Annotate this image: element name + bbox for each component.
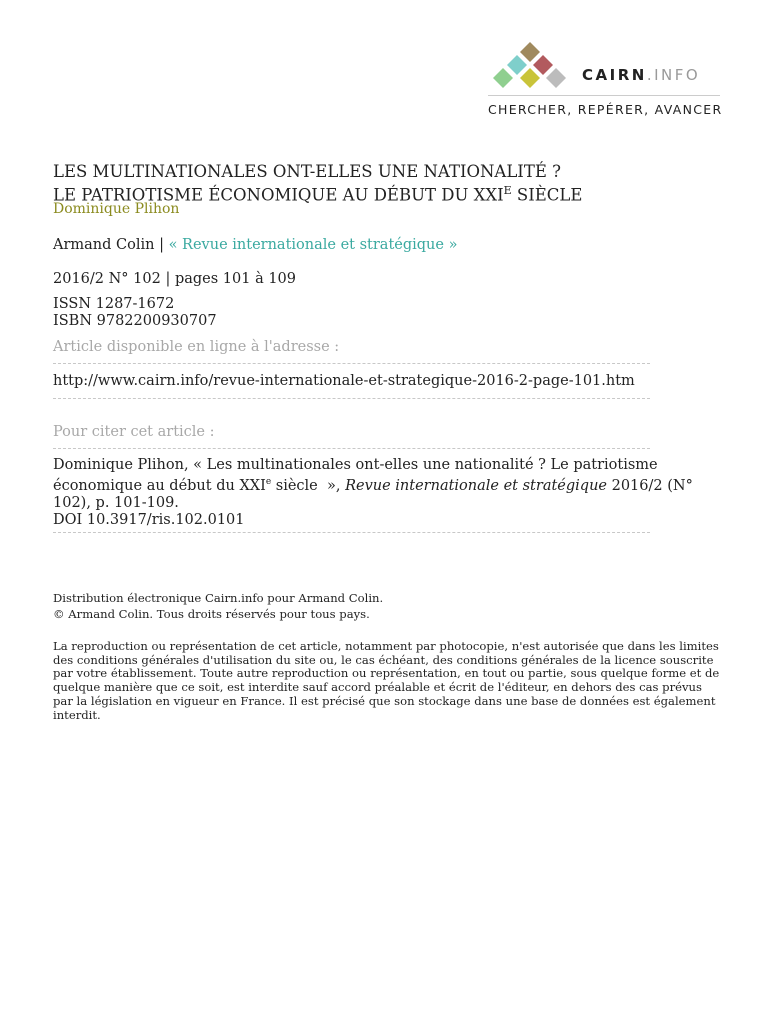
logo-wordmark: [582, 66, 700, 84]
diamond-yellow-icon: [520, 68, 540, 88]
diamond-teal-icon: [507, 55, 527, 75]
issue-info: 2016/2 N° 102 | pages 101 à 109: [53, 271, 297, 287]
journal-link[interactable]: « Revue internationale et stratégique »: [168, 237, 458, 253]
diamond-top-icon: [520, 42, 540, 62]
cairn-logo[interactable]: [488, 40, 722, 124]
logo-tagline: CHERCHER, REPÉRER, AVANCER: [488, 102, 723, 117]
publisher-name: Armand Colin: [53, 237, 155, 253]
legal-notice: La reproduction ou représentation de cet article, notamment par photocopie, n'est autorisée que dans les limites des conditions générales d'utilisation du site ou, le cas échéant, des conditions générales de la licence souscrite par votre établissement. Toute autre reproduction ou représentation, en tout ou partie, sous quelque forme et de quelque manière que ce soit, est interdite sauf accord préalable et écrit de l'éditeur, en dehors des cas prévus par la législation en vigueur en France. Il est précisé que son stockage dans une base de données est également interdit.: [53, 639, 720, 722]
publisher-separator: |: [154, 237, 169, 253]
distribution-notice: Distribution électronique Cairn.info pour Armand Colin.: [53, 591, 384, 605]
article-title: [53, 162, 582, 205]
citation-journal: Revue internationale et stratégique: [345, 477, 607, 494]
citation-main: Dominique Plihon, « Les multinationales ont-elles une nationalité ? Le patriotisme économique au début du XXI: [53, 457, 658, 494]
logo-extension: INFO: [654, 66, 701, 84]
citation-end: 2016/2 (N° 102), p. 101-109.: [53, 477, 693, 511]
divider: [53, 363, 650, 364]
author-name: Dominique Plihon: [53, 201, 180, 217]
cairn-diamond-mark-icon: [488, 40, 578, 94]
diamond-grey-icon: [546, 68, 566, 88]
copyright-notice: © Armand Colin. Tous droits réservés pour tous pays.: [53, 607, 370, 621]
issn: ISSN 1287-1672: [53, 296, 175, 312]
publisher-line: [53, 237, 457, 253]
title-line-2-main: LE PATRIOTISME ÉCONOMIQUE AU DÉBUT DU XXI: [53, 185, 504, 205]
diamond-red-icon: [533, 55, 553, 75]
divider: [53, 448, 650, 449]
online-label: Article disponible en ligne à l'adresse :: [53, 339, 340, 355]
citation-mid: siècle »,: [271, 477, 346, 494]
cite-label: Pour citer cet article :: [53, 424, 215, 440]
article-url-link[interactable]: http://www.cairn.info/revue-internationale-et-strategique-2016-2-page-101.htm: [53, 373, 635, 389]
logo-brand: CAIRN: [582, 66, 647, 84]
diamond-green-icon: [493, 68, 513, 88]
citation-superscript: e: [265, 477, 272, 487]
divider: [53, 398, 650, 399]
title-superscript: E: [503, 184, 512, 197]
title-line-1: LES MULTINATIONALES ONT-ELLES UNE NATIONALITÉ ?: [53, 162, 561, 181]
title-line-2-end: SIÈCLE: [511, 185, 583, 205]
logo-dot: .: [646, 66, 655, 84]
doi: DOI 10.3917/ris.102.0101: [53, 511, 245, 528]
logo-divider: [488, 95, 720, 96]
divider: [53, 532, 650, 533]
isbn: ISBN 9782200930707: [53, 313, 217, 329]
citation-text: [53, 457, 713, 529]
